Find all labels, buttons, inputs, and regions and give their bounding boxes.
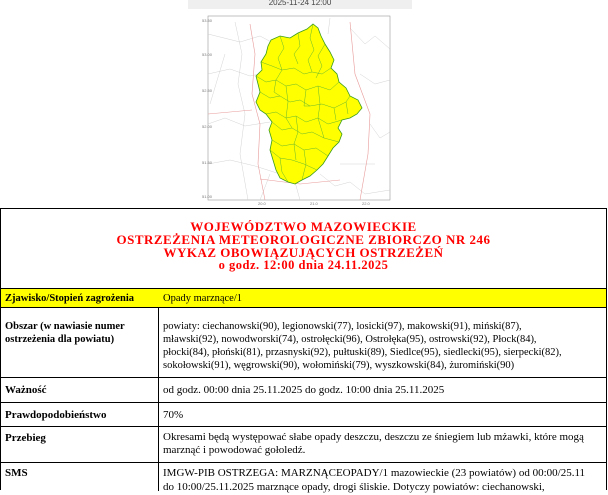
lat-label: 51.00 [202, 194, 213, 199]
row-probability [1, 404, 606, 426]
lat-label: 52.00 [202, 124, 213, 129]
validity-value: od godz. 00:00 dnia 25.11.2025 do godz. 10:00 dnia 25.11.2025 [163, 384, 445, 396]
title-warning-number: OSTRZEŻENIA METEOROLOGICZNE ZBIORCZO NR 246 [116, 232, 491, 247]
sms-line: IMGW-PIB OSTRZEGA: MARZNĄCEOPADY/1 mazowieckie (23 powiatów) od 00:00/25.11 [163, 467, 586, 479]
row-separator [1, 462, 606, 463]
row-separator [1, 402, 606, 403]
row-phenomenon [1, 288, 606, 308]
map-timestamp: 2025-11-24 12:00 [188, 0, 412, 9]
row-course [1, 429, 606, 465]
warning-title [1, 209, 606, 289]
validity-label: Ważność [5, 384, 47, 396]
course-line: marznąć i powodować gołoledź. [163, 444, 306, 456]
phenomenon-label: Zjawisko/Stopień zagrożenia [5, 293, 135, 304]
warning-document [0, 208, 607, 493]
title-list: WYKAZ OBOWIĄZUJĄCYCH OSTRZEŻEŃ [163, 245, 444, 260]
lat-label: 53.50 [202, 18, 213, 23]
lon-label: 21.0 [310, 201, 318, 206]
area-line: powiaty: ciechanowski(90), legionowski(77), losicki(97), makowski(91), miński(87), [163, 321, 522, 332]
lat-label: 52.50 [202, 88, 213, 93]
row-separator [1, 426, 606, 427]
title-datetime: o godz. 12:00 dnia 24.11.2025 [218, 258, 389, 272]
lon-label: 20.0 [258, 201, 266, 206]
row-area [1, 308, 606, 373]
probability-label: Prawdopodobieństwo [5, 409, 107, 421]
warning-map [200, 14, 396, 206]
lat-label: 51.50 [202, 160, 213, 165]
course-line: Okresami będą występować słabe opady deszczu, deszczu ze śniegiem lub mżawki, które mogą [163, 431, 584, 443]
area-line: mławski(92), nowodworski(74), ostrołęcki(96), Ostrołęka(95), ostrowski(92), Płock(84), [163, 334, 537, 345]
row-separator [1, 377, 606, 378]
lat-label: 53.00 [202, 52, 213, 57]
sms-line: do 10:00/25.11.2025 marznące opady, drogi śliskie. Dotyczy powiatów: ciechanowski, [163, 481, 545, 493]
course-label: Przebieg [5, 432, 46, 444]
sms-label: SMS [5, 467, 28, 479]
row-validity [1, 379, 606, 401]
row-sms [1, 465, 606, 495]
area-line: sokołowski(91), węgrowski(90), wołomiński(79), wyszkowski(84), żuromiński(90) [163, 360, 515, 371]
lon-label: 22.0 [362, 201, 370, 206]
area-line: płocki(84), płoński(81), przasnyski(92), pułtuski(89), Siedlce(95), siedlecki(95), sierpecki(82), [163, 347, 562, 358]
title-region: WOJEWÓDZTWO MAZOWIECKIE [190, 219, 417, 234]
phenomenon-value: Opady marznące/1 [163, 293, 243, 304]
longitude-labels [258, 201, 371, 206]
course-value [163, 431, 600, 457]
area-value [163, 320, 600, 372]
area-label: Obszar (w nawiasie numer ostrzeżenia dla powiatu) [5, 321, 125, 345]
probability-value: 70% [163, 409, 184, 421]
